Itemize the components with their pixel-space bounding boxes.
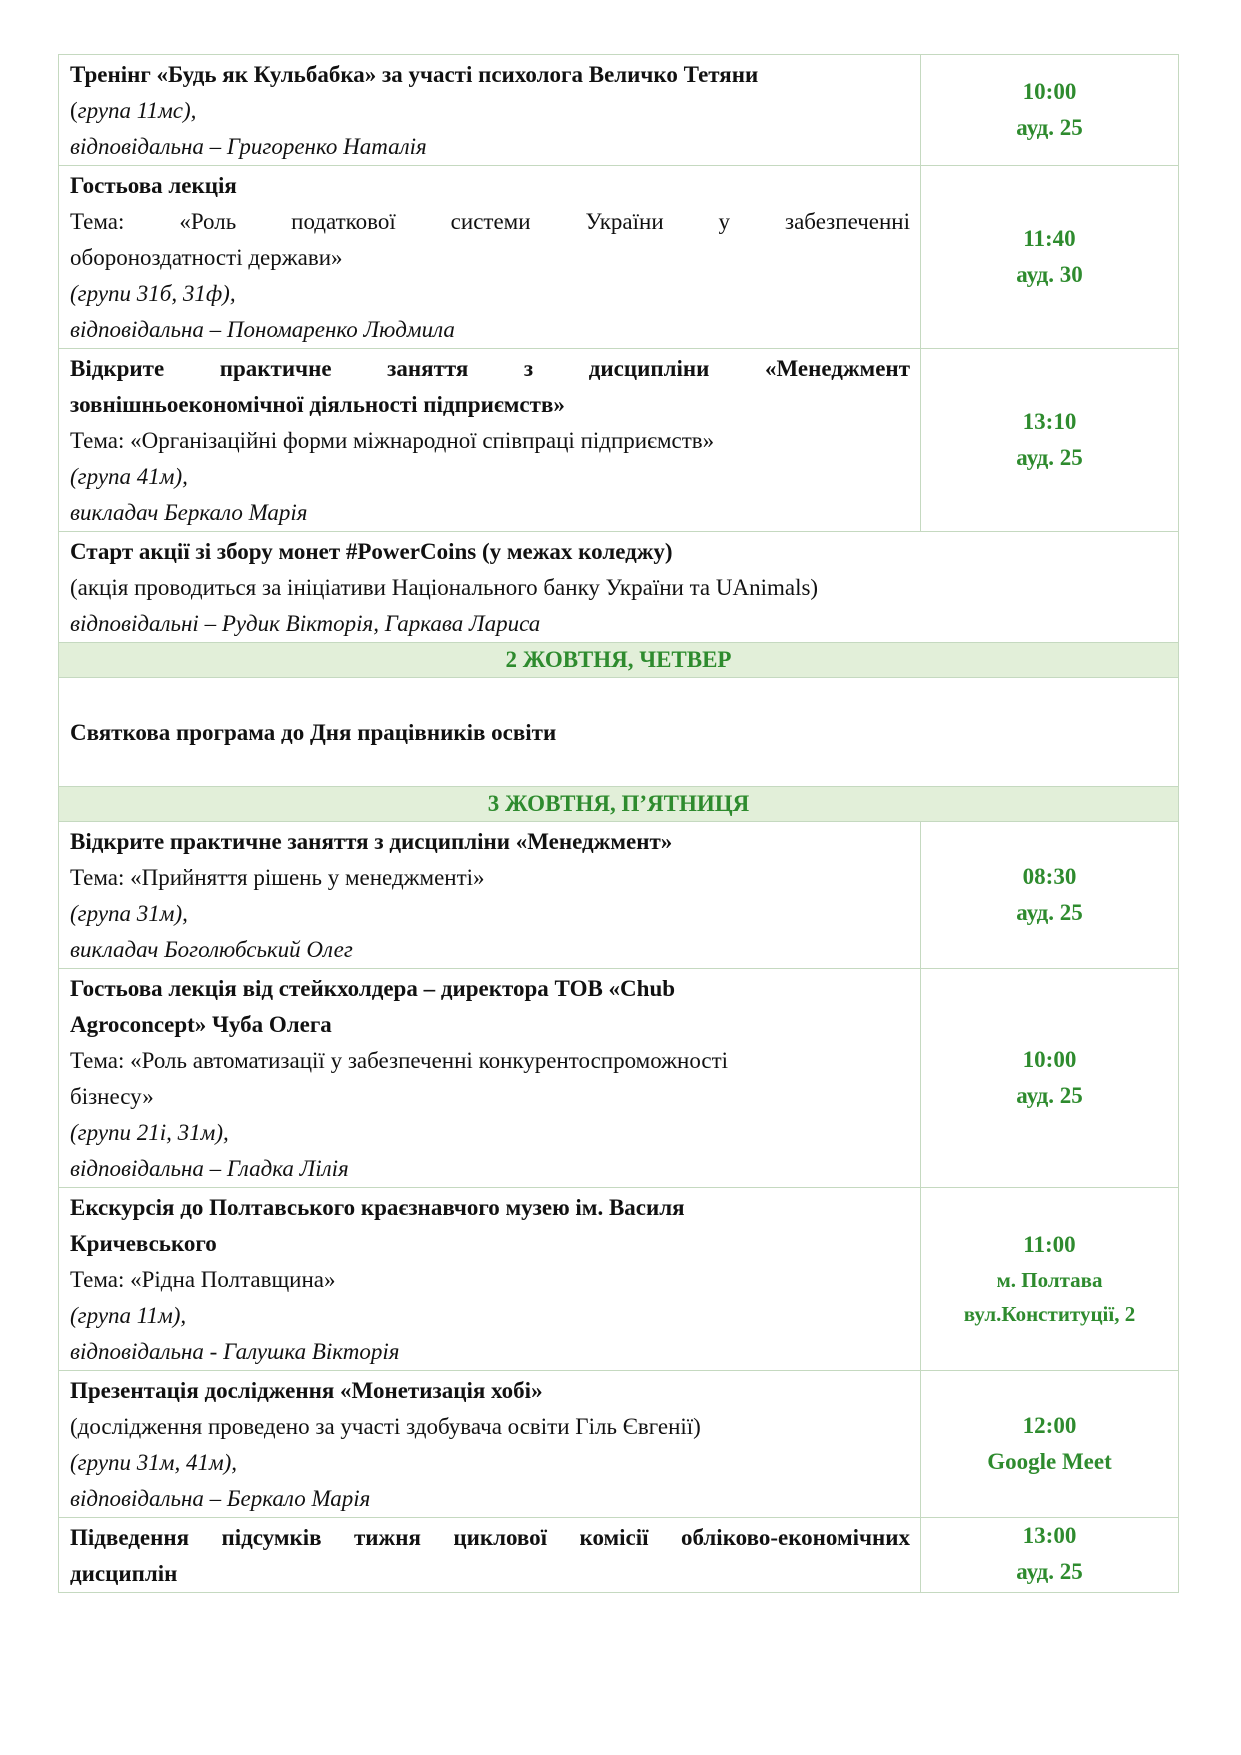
event-time: 10:00 bbox=[1022, 1047, 1077, 1072]
event-title: Підведення підсумків тижня циклової комісії обліково-економічних bbox=[70, 1525, 910, 1550]
table-row bbox=[59, 969, 1179, 1188]
event-cell bbox=[59, 1188, 921, 1371]
event-topic: Тема: «Організаційні форми міжнародної співпраці підприємств» bbox=[70, 428, 715, 453]
event-title-cont: Кричевського bbox=[70, 1231, 217, 1256]
event-title: Тренінг «Будь як Кульбабка» за участі психолога Величко Тетяни bbox=[70, 62, 759, 87]
event-cell bbox=[59, 969, 921, 1188]
event-topic: Тема: «Роль автоматизації у забезпеченні конкурентоспроможності bbox=[70, 1048, 729, 1073]
event-time-cell bbox=[921, 166, 1179, 349]
event-responsible: відповідальна – Гладка Лілія bbox=[70, 1156, 349, 1181]
table-row bbox=[59, 166, 1179, 349]
event-cell bbox=[59, 1371, 921, 1518]
event-street: вул.Конституції, 2 bbox=[963, 1302, 1136, 1326]
event-time-cell bbox=[921, 822, 1179, 969]
event-topic-cont: обороноздатності держави» bbox=[70, 245, 343, 270]
event-time-cell bbox=[921, 55, 1179, 166]
table-row bbox=[59, 1371, 1179, 1518]
event-title: Святкова програма до Дня працівників освіти bbox=[70, 720, 557, 745]
event-cell bbox=[59, 678, 1179, 787]
event-title-cont: дисциплін bbox=[70, 1561, 178, 1586]
day-header-row bbox=[59, 643, 1179, 678]
day-header: 2 ЖОВТНЯ, ЧЕТВЕР bbox=[59, 643, 1179, 678]
table-row bbox=[59, 1188, 1179, 1371]
event-time-cell bbox=[921, 1188, 1179, 1371]
event-room: ауд. 25 bbox=[1016, 445, 1083, 470]
event-groups: (група 31м), bbox=[70, 901, 188, 926]
event-responsible: відповідальні – Рудик Вікторія, Гаркава Лариса bbox=[70, 611, 541, 636]
event-topic: Тема: «Рідна Полтавщина» bbox=[70, 1267, 336, 1292]
event-topic-cont: бізнесу» bbox=[70, 1084, 154, 1109]
event-topic: Тема: «Роль податкової системи України у забезпеченні bbox=[70, 209, 910, 234]
event-cell bbox=[59, 532, 1179, 643]
event-time: 13:10 bbox=[1022, 409, 1077, 434]
event-title-cont: Agroconcept» Чуба Олега bbox=[70, 1012, 332, 1037]
table-row bbox=[59, 678, 1179, 787]
event-title: Відкрите практичне заняття з дисципліни «Менеджмент bbox=[70, 356, 910, 381]
event-note: (дослідження проведено за участі здобувача освіти Гіль Євгенії) bbox=[70, 1414, 701, 1439]
event-time: 08:30 bbox=[1022, 864, 1077, 889]
event-time: 11:00 bbox=[1023, 1232, 1076, 1257]
event-groups: (групи 21і, 31м), bbox=[70, 1120, 229, 1145]
table-row bbox=[59, 55, 1179, 166]
day-header-row bbox=[59, 787, 1179, 822]
event-groups: (група 11мс), bbox=[70, 98, 197, 123]
event-time-cell bbox=[921, 1518, 1179, 1593]
day-header: 3 ЖОВТНЯ, П’ЯТНИЦЯ bbox=[59, 787, 1179, 822]
event-room: Google Meet bbox=[987, 1449, 1112, 1474]
event-time: 12:00 bbox=[1022, 1413, 1077, 1438]
event-room: ауд. 25 bbox=[1016, 115, 1083, 140]
event-title: Старт акції зі збору монет #PowerCoins (у межах коледжу) bbox=[70, 539, 673, 564]
event-room: ауд. 30 bbox=[1016, 262, 1083, 287]
event-teacher: викладач Боголюбський Олег bbox=[70, 937, 353, 962]
event-cell bbox=[59, 349, 921, 532]
table-row bbox=[59, 822, 1179, 969]
event-responsible: відповідальна – Григоренко Наталія bbox=[70, 134, 427, 159]
event-teacher: викладач Беркало Марія bbox=[70, 500, 308, 525]
event-cell bbox=[59, 166, 921, 349]
event-cell bbox=[59, 1518, 921, 1593]
table-row bbox=[59, 1518, 1179, 1593]
event-title: Презентація дослідження «Монетизація хобі» bbox=[70, 1378, 543, 1403]
event-room: ауд. 25 bbox=[1016, 1559, 1083, 1584]
table-row bbox=[59, 349, 1179, 532]
event-city: м. Полтава bbox=[996, 1268, 1103, 1292]
event-topic: Тема: «Прийняття рішень у менеджменті» bbox=[70, 865, 485, 890]
event-time-cell bbox=[921, 349, 1179, 532]
event-cell bbox=[59, 55, 921, 166]
event-cell bbox=[59, 822, 921, 969]
event-groups: (групи 31м, 41м), bbox=[70, 1450, 238, 1475]
table-row bbox=[59, 532, 1179, 643]
event-time-cell bbox=[921, 1371, 1179, 1518]
event-responsible: відповідальна – Пономаренко Людмила bbox=[70, 317, 455, 342]
event-title: Екскурсія до Полтавського краєзнавчого музею ім. Василя bbox=[70, 1195, 685, 1220]
event-responsible: відповідальна - Галушка Вікторія bbox=[70, 1339, 400, 1364]
event-room: ауд. 25 bbox=[1016, 900, 1083, 925]
schedule-table bbox=[58, 54, 1179, 1593]
event-time-cell bbox=[921, 969, 1179, 1188]
event-groups: (групи 31б, 31ф), bbox=[70, 281, 236, 306]
event-time: 13:00 bbox=[1022, 1523, 1077, 1548]
event-responsible: відповідальна – Беркало Марія bbox=[70, 1486, 371, 1511]
event-title: Гостьова лекція від стейкхолдера – директора ТОВ «Chub bbox=[70, 976, 676, 1001]
event-time: 11:40 bbox=[1023, 226, 1076, 251]
event-time: 10:00 bbox=[1022, 79, 1077, 104]
event-note: (акція проводиться за ініціативи Національного банку України та UAnimals) bbox=[70, 575, 819, 600]
event-title: Відкрите практичне заняття з дисципліни «Менеджмент» bbox=[70, 829, 673, 854]
event-title-cont: зовнішньоекономічної діяльності підприємств» bbox=[70, 392, 565, 417]
event-title: Гостьова лекція bbox=[70, 173, 237, 198]
event-groups: (група 11м), bbox=[70, 1303, 187, 1328]
event-room: ауд. 25 bbox=[1016, 1083, 1083, 1108]
event-groups: (група 41м), bbox=[70, 464, 188, 489]
